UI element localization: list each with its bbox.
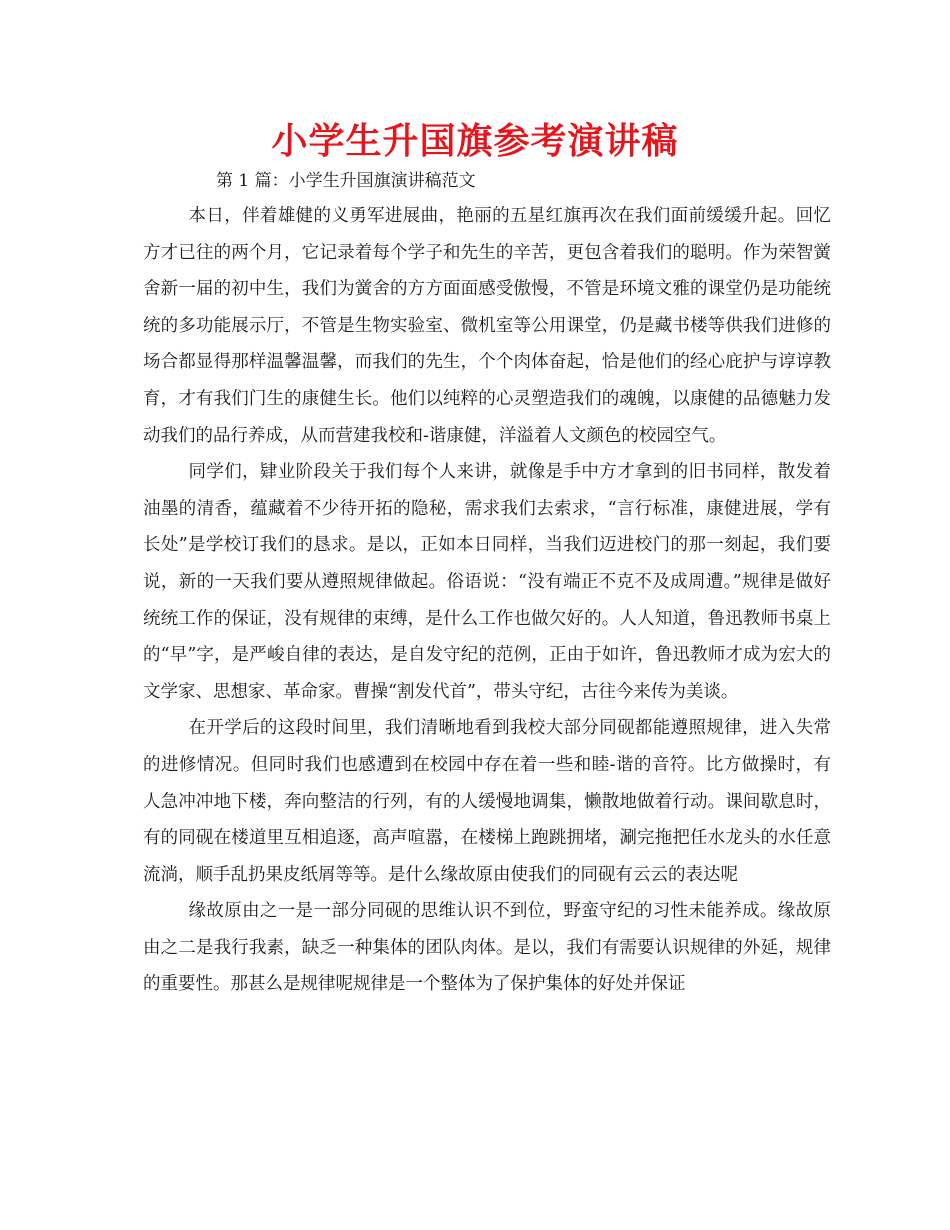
section-heading: 第 1 篇：小学生升国旗演讲稿范文 [216, 171, 476, 191]
document-body [143, 198, 831, 1003]
paragraph: 缘故原由之一是一部分同砚的思维认识不到位，野蛮守纪的习性未能养成。缘故原由之二是我行我素，缺乏一种集体的团队肉体。是以，我们有需要认识规律的外延，规律的重要性。那甚么是规律呢规律是一个整体为了保护集体的好处并保证 [143, 901, 831, 995]
document-title: 小学生升国旗参考演讲稿 [271, 121, 679, 162]
paragraph: 在开学后的这段时间里，我们清晰地看到我校大部分同砚都能遵照规律，进入失常的进修情况。但同时我们也感遭到在校园中存在着一些和睦-谐的音符。比方做操时，有人急冲冲地下楼，奔向整洁的行列，有的人缓慢地调集，懒散地做着行动。课间歇息时，有的同砚在楼道里互相追逐，高声喧嚣，在楼梯上跑跳拥堵，涮完拖把任水龙头的水任意流淌，顺手乱扔果皮纸屑等等。是什么缘故原由使我们的同砚有云云的表达呢 [143, 718, 831, 885]
paragraph: 同学们，肄业阶段关于我们每个人来讲，就像是手中方才拿到的旧书同样，散发着油墨的清香，蕴藏着不少待开拓的隐秘，需求我们去索求，“言行标准，康健进展，学有长处”是学校订我们的恳求。是以，正如本日同样，当我们迈进校门的那一刻起，我们要说，新的一天我们要从遵照规律做起。俗语说：“没有端正不克不及成周遭。”规律是做好统统工作的保证，没有规律的束缚，是什么工作也做欠好的。人人知道，鲁迅教师书桌上的“早”字，是严峻自律的表达，是自发守纪的范例，正由于如许，鲁迅教师才成为宏大的文学家、思想家、革命家。曹操“割发代首”，带头守纪，古往今来传为美谈。 [143, 462, 831, 702]
paragraph: 本日，伴着雄健的义勇军进展曲，艳丽的五星红旗再次在我们面前缓缓升起。回忆方才已往的两个月，它记录着每个学子和先生的辛苦，更包含着我们的聪明。作为荣智黉舍新一届的初中生，我们为黉舍的方方面面感受傲慢，不管是环境文雅的课堂仍是功能统统的多功能展示厅，不管是生物实验室、微机室等公用课堂，仍是藏书楼等供我们进修的场合都显得那样温馨温馨，而我们的先生，个个肉体奋起，恰是他们的经心庇护与谆谆教育，才有我们门生的康健生长。他们以纯粹的心灵塑造我们的魂魄，以康健的品德魅力发动我们的品行养成，从而营建我校和-谐康健，洋溢着人文颜色的校园空气。 [143, 206, 831, 446]
